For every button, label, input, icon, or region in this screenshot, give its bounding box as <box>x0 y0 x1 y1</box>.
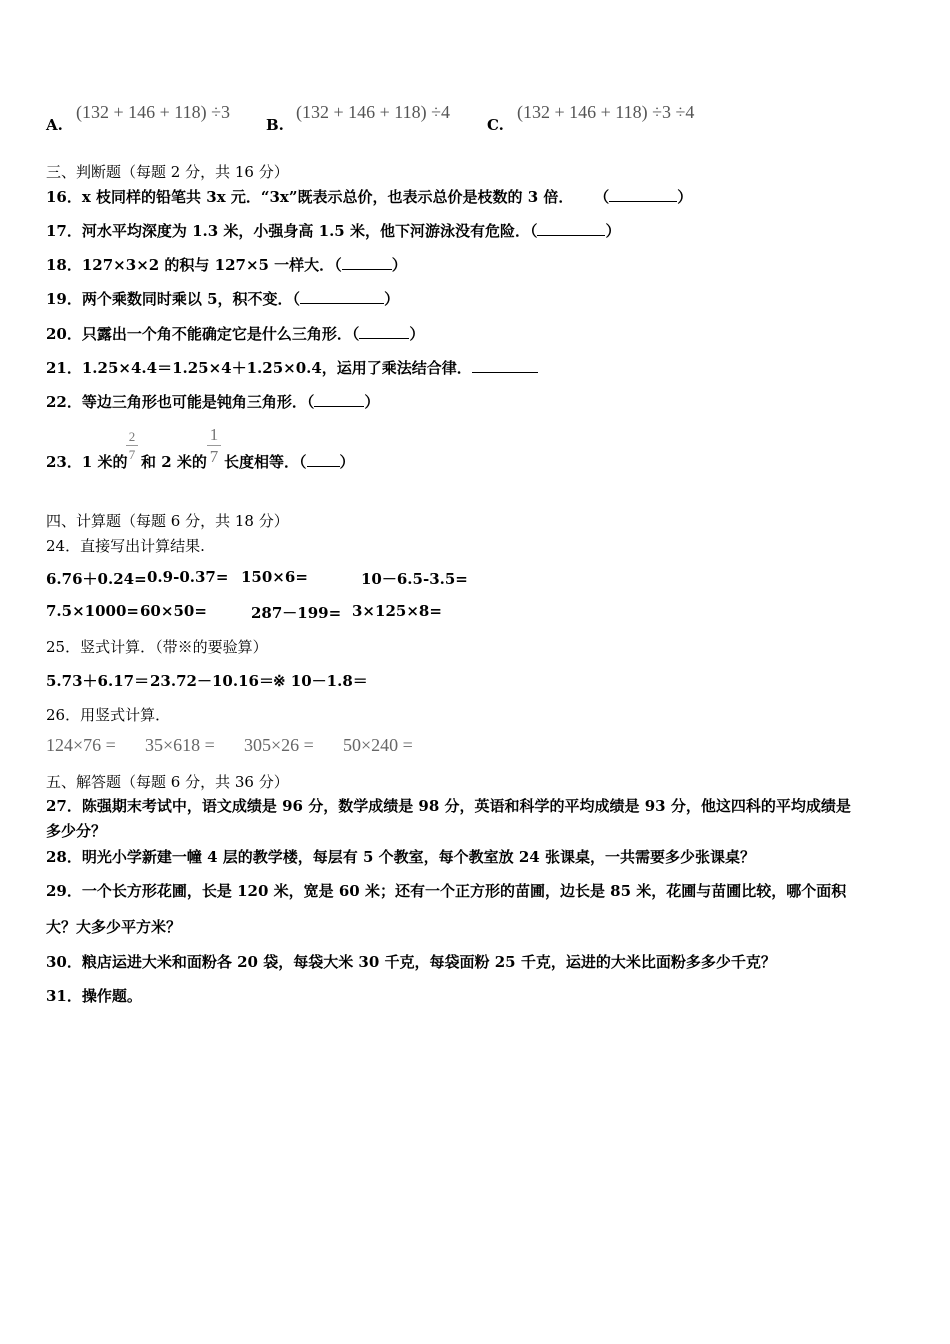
question-23-part-b: 和 2 米的 <box>141 453 207 471</box>
option-a-expression: (132 + 146 + 118) ÷3 <box>76 102 231 122</box>
fraction-denominator: 7 <box>209 447 219 466</box>
fraction-bar <box>207 445 221 446</box>
calc-item: 10－6.5-3.5= <box>361 570 468 588</box>
section-3-title: 三、判断题（每题 2 分，共 16 分） <box>46 163 289 181</box>
option-c-expression: (132 + 146 + 118) ÷3 ÷4 <box>517 102 695 122</box>
calc-item: 7.5×1000= <box>46 602 139 620</box>
calc-item: 35×618 = <box>145 735 215 755</box>
calc-item: 305×26 = <box>244 735 314 755</box>
paren-close: ） <box>364 393 380 411</box>
paren-open: （ <box>292 290 301 308</box>
question-20 <box>46 323 424 344</box>
calc-item: 124×76 = <box>46 735 116 755</box>
question-23-part-c <box>224 451 355 472</box>
calc-item: 6.76＋0.24= <box>46 570 147 588</box>
calc-item: 50×240 = <box>343 735 413 755</box>
question-21 <box>46 357 538 378</box>
answer-blank[interactable] <box>314 392 364 407</box>
answer-blank[interactable] <box>300 289 384 304</box>
answer-blank[interactable] <box>609 187 677 202</box>
fraction-numerator: 2 <box>128 429 136 444</box>
option-b-letter: B. <box>266 116 284 134</box>
question-17-text: 17．河水平均深度为 1.3 米，小强身高 1.5 米，他下河游泳没有危险． <box>46 222 530 240</box>
paren-open: （ <box>334 256 342 274</box>
question-16 <box>46 186 692 207</box>
question-23-text: 长度相等． <box>224 453 300 471</box>
question-16-text: 16．x 枝同样的铅笔共 3x 元．“3x”既表示总价，也表示总价是枝数的 3 倍． <box>46 188 574 206</box>
fraction-two-sevenths <box>126 430 138 461</box>
calc-item: 150×6= <box>241 568 308 586</box>
answer-blank[interactable] <box>537 221 605 236</box>
question-20-text: 20．只露出一个角不能确定它是什么三角形． <box>46 325 352 343</box>
paren-open: （ <box>351 325 360 343</box>
question-24: 24．直接写出计算结果. <box>46 537 205 555</box>
calc-item: 23.72－10.16＝ <box>150 672 274 690</box>
question-21-text: 21．1.25×4.4＝1.25×4＋1.25×0.4，运用了乘法结合律． <box>46 359 472 377</box>
question-19-text: 19．两个乘数同时乘以 5，积不变． <box>46 290 293 308</box>
answer-blank[interactable] <box>359 324 409 339</box>
paren-close: ） <box>605 222 621 240</box>
paren-close: ） <box>339 453 355 471</box>
question-28: 28．明光小学新建一幢 4 层的教学楼，每层有 5 个教室，每个教室放 24 张课桌，一共需要多少张课桌？ <box>46 848 755 866</box>
question-26: 26．用竖式计算． <box>46 706 171 724</box>
question-22 <box>46 391 379 412</box>
question-18 <box>46 254 407 275</box>
calc-item: 3×125×8= <box>352 602 442 620</box>
paren-close: ） <box>384 290 400 308</box>
question-19 <box>46 288 399 309</box>
answer-blank[interactable] <box>342 255 392 270</box>
option-a-letter: A. <box>46 116 63 134</box>
question-25: 25．竖式计算．（带※的要验算） <box>46 638 268 656</box>
answer-blank[interactable] <box>307 452 340 467</box>
calc-item: 60×50= <box>140 602 207 620</box>
question-17 <box>46 220 621 241</box>
question-29-line-2: 大？大多少平方米？ <box>46 918 182 936</box>
paren-open: （ <box>299 453 307 471</box>
fraction-numerator: 1 <box>209 425 219 444</box>
question-31: 31．操作题。 <box>46 987 142 1005</box>
answer-blank[interactable] <box>472 358 538 373</box>
question-29-line-1: 29．一个长方形花圃，长是 120 米，宽是 60 米；还有一个正方形的苗圃，边长是 85 米，花圃与苗圃比较，哪个面积 <box>46 882 847 900</box>
question-30: 30．粮店运进大米和面粉各 20 袋，每袋大米 30 千克，每袋面粉 25 千克，运进的大米比面粉多多少千克？ <box>46 953 776 971</box>
calc-item: 0.9-0.37= <box>147 568 229 586</box>
calc-item: 5.73＋6.17＝ <box>46 672 150 690</box>
paren-close: ） <box>391 256 407 274</box>
question-23-part-a: 23．1 米的 <box>46 453 128 471</box>
option-b-expression: (132 + 146 + 118) ÷4 <box>296 102 451 122</box>
option-c-letter: C. <box>487 116 504 134</box>
paren-open: （ <box>594 188 610 206</box>
fraction-denominator: 7 <box>128 447 136 462</box>
paren-open: （ <box>529 222 538 240</box>
question-22-text: 22．等边三角形也可能是钝角三角形． <box>46 393 307 411</box>
calc-item: 287－199= <box>251 604 342 622</box>
section-5-title: 五、解答题（每题 6 分，共 36 分） <box>46 773 289 791</box>
paren-open: （ <box>306 393 315 411</box>
section-4-title: 四、计算题（每题 6 分，共 18 分） <box>46 512 289 530</box>
paren-close: ） <box>677 188 693 206</box>
question-27-line-1: 27．陈强期末考试中，语文成绩是 96 分，数学成绩是 98 分，英语和科学的平均成绩是 93 分，他这四科的平均成绩是 <box>46 797 851 815</box>
fraction-one-seventh <box>207 426 221 465</box>
question-18-text: 18．127×3×2 的积与 127×5 一样大． <box>46 256 335 274</box>
paren-close: ） <box>409 325 425 343</box>
question-27-line-2: 多少分？ <box>46 822 107 840</box>
calc-item: ※ 10－1.8＝ <box>273 672 368 690</box>
fraction-bar <box>126 445 138 446</box>
